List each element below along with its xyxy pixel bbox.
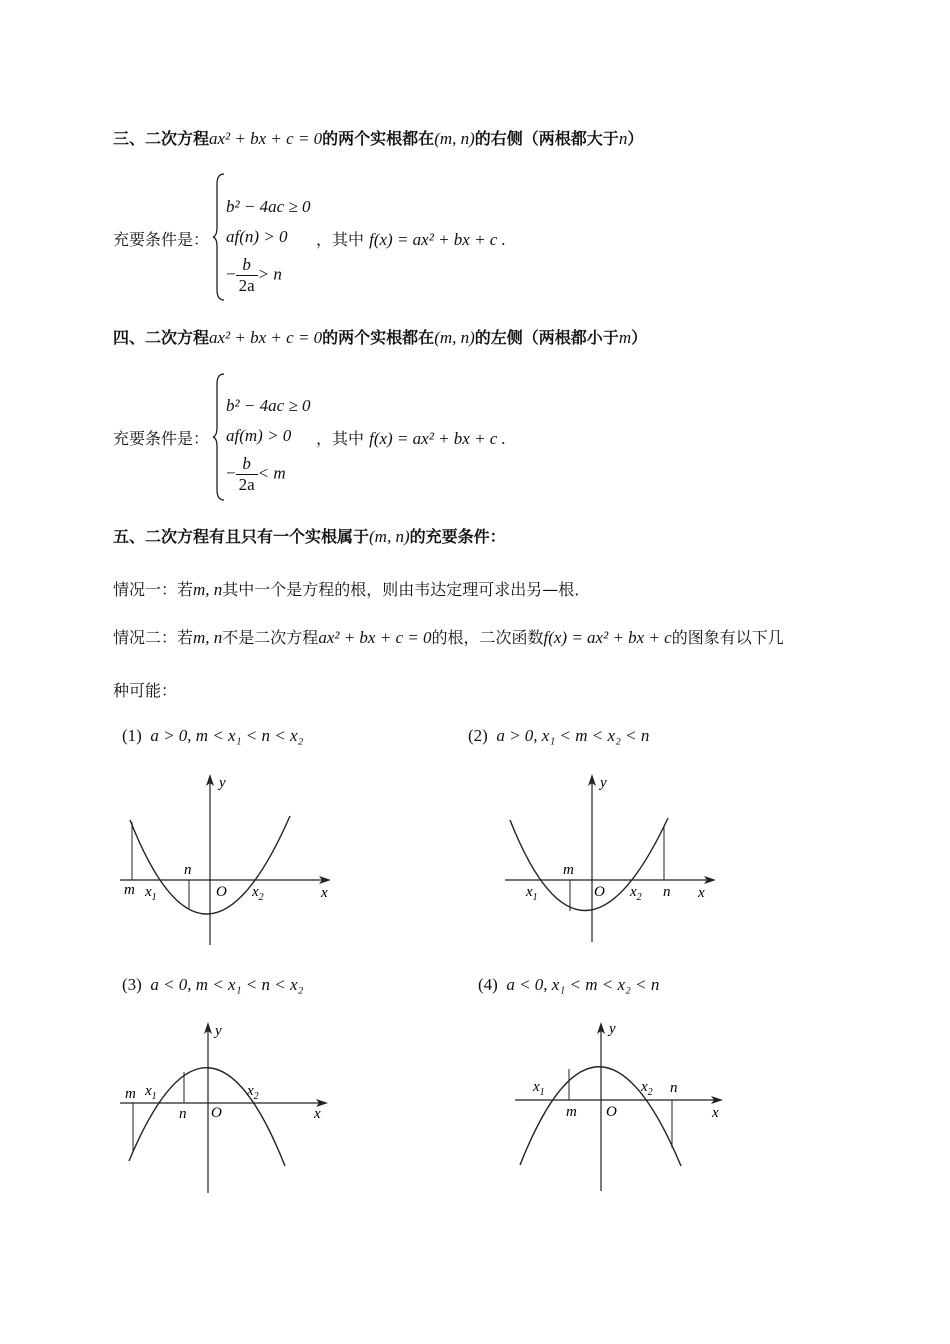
- graph2-caption: (2) a > 0, x₁ < m < x₂ < n: [468, 726, 650, 745]
- x2-label: $x_2$: [252, 884, 264, 903]
- x2-label: $x_2$: [247, 1083, 259, 1102]
- section5-title: 五、二次方程有且只有一个实根属于(m, n)的充要条件：: [113, 527, 506, 546]
- section3-brace: [212, 172, 226, 302]
- case2-text: 情况二：若m, n不是二次方程ax² + bx + c = 0的根，二次函数f(x) = ax² + bx + c的图象有以下几: [113, 628, 784, 647]
- x-label: x: [314, 1106, 321, 1122]
- section3-title: 三、二次方程ax² + bx + c = 0的两个实根都在(m, n)的右侧（两根都大于n）: [113, 129, 644, 148]
- m-label: m: [566, 1104, 577, 1120]
- graph1: [115, 770, 345, 950]
- section3-cond-label: 充要条件是：: [113, 230, 210, 249]
- y-label: y: [219, 775, 226, 791]
- section3-cond1: b² − 4ac ≥ 0: [226, 197, 311, 216]
- x1-label: $x_1$: [145, 884, 157, 903]
- y-label: y: [609, 1021, 616, 1037]
- case2-text-cont: 种可能：: [113, 681, 178, 700]
- x2-label: $x_2$: [630, 884, 642, 903]
- x-label: x: [698, 885, 705, 901]
- x1-label: $x_1$: [145, 1083, 157, 1102]
- x1-label: $x_1$: [533, 1079, 545, 1098]
- m-label: m: [125, 1086, 136, 1102]
- n-label: n: [179, 1106, 187, 1122]
- m-label: m: [563, 862, 574, 878]
- y-label: y: [600, 775, 607, 791]
- graph3-caption: (3) a < 0, m < x₁ < n < x₂: [122, 975, 304, 994]
- section4-cond2: af(m) > 0: [226, 426, 292, 445]
- section4-cond3: − $\frac{b}{2a}$ < m: [226, 454, 286, 494]
- graph2: [500, 770, 730, 950]
- origin-label: O: [211, 1105, 222, 1121]
- origin-label: O: [594, 884, 605, 900]
- section4-cond1: b² − 4ac ≥ 0: [226, 396, 311, 415]
- graph4: [510, 1018, 740, 1198]
- graph1-caption: (1) a > 0, m < x₁ < n < x₂: [122, 726, 304, 745]
- section4-title: 四、二次方程ax² + bx + c = 0的两个实根都在(m, n)的左侧（两根都小于m）: [113, 328, 648, 347]
- n-label: n: [184, 862, 192, 878]
- graph4-caption: (4) a < 0, x₁ < m < x₂ < n: [478, 975, 660, 994]
- section3-cond3: − $\frac{b}{2a}$ > n: [226, 255, 282, 295]
- n-label: n: [670, 1080, 678, 1096]
- n-label: n: [663, 884, 671, 900]
- x2-label: $x_2$: [641, 1079, 653, 1098]
- section3-where: ，其中 f(x) = ax² + bx + c .: [316, 230, 506, 249]
- x1-label: $x_1$: [526, 884, 538, 903]
- m-label: m: [124, 882, 135, 898]
- graph3: [115, 1018, 345, 1198]
- parabola: [129, 1068, 285, 1166]
- section3-cond2: af(n) > 0: [226, 227, 288, 246]
- y-label: y: [215, 1023, 222, 1039]
- section4-where: ，其中 f(x) = ax² + bx + c .: [316, 429, 506, 448]
- origin-label: O: [216, 884, 227, 900]
- case1-text: 情况一：若m, n其中一个是方程的根，则由韦达定理可求出另—根．: [113, 580, 591, 599]
- x-label: x: [321, 885, 328, 901]
- origin-label: O: [606, 1104, 617, 1120]
- x-label: x: [712, 1105, 719, 1121]
- section4-cond-label: 充要条件是：: [113, 429, 210, 448]
- section4-brace: [212, 372, 226, 502]
